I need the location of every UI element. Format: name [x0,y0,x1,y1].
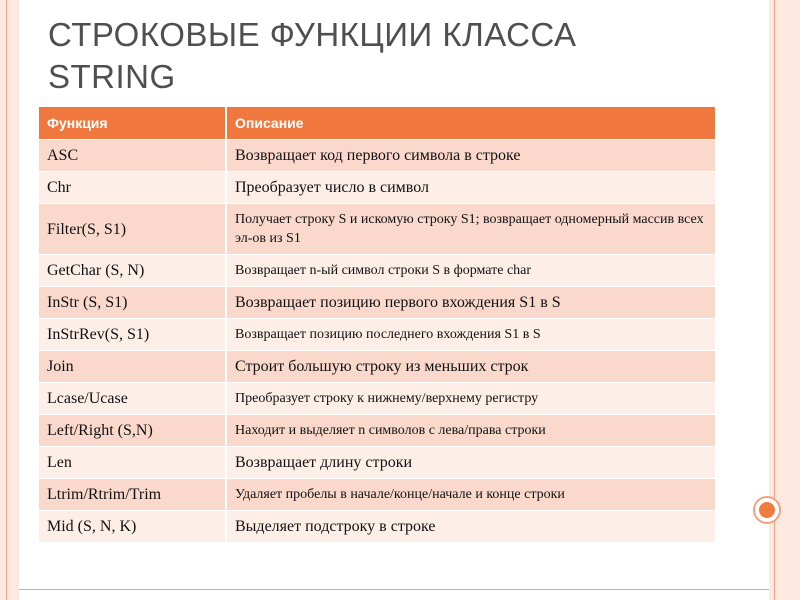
table-row [39,479,715,510]
function-description-cell: Возвращает позицию первого вхождения S1 в S [227,287,715,318]
function-description-cell: Находит и выделяет n символов с лева/права строки [227,415,715,446]
table-row [39,511,715,542]
string-functions-table [39,106,715,543]
table-row [39,351,715,382]
table-row [39,415,715,446]
header-description: Описание [227,107,715,139]
table-row [39,383,715,414]
function-name-cell: Lcase/Ucase [39,383,227,414]
function-name-cell: Filter(S, S1) [39,204,227,254]
function-description-cell: Возвращает код первого символа в строке [227,140,715,171]
slide-title [48,14,748,98]
function-name-cell: Join [39,351,227,382]
function-description-cell: Удаляет пробелы в начале/конце/начале и конце строки [227,479,715,510]
function-name-cell: Left/Right (S,N) [39,415,227,446]
function-description-cell: Строит большую строку из меньших строк [227,351,715,382]
table-row [39,287,715,318]
function-name-cell: Len [39,447,227,478]
header-function: Функция [39,107,227,139]
function-description-cell: Преобразует строку к нижнему/верхнему регистру [227,383,715,414]
left-decorative-rail [0,0,19,600]
function-name-cell: ASC [39,140,227,171]
function-name-cell: Chr [39,172,227,203]
slide-title-line-1: СТРОКОВЫЕ ФУНКЦИИ КЛАССА [48,16,577,53]
function-description-cell: Выделяет подстроку в строке [227,511,715,542]
table-row [39,255,715,286]
function-name-cell: GetChar (S, N) [39,255,227,286]
function-description-cell: Возвращает n-ый символ строки S в формате char [227,255,715,286]
table-row [39,319,715,350]
function-description-cell: Возвращает позицию последнего вхождения S1 в S [227,319,715,350]
function-description-cell: Возвращает длину строки [227,447,715,478]
decorative-circle [753,496,781,524]
function-name-cell: InStr (S, S1) [39,287,227,318]
left-rail-line [6,0,7,600]
function-description-cell: Получает строку S и искомую строку S1; возвращает одномерный массив всех эл-ов из S1 [227,204,715,254]
function-name-cell: Ltrim/Rtrim/Trim [39,479,227,510]
function-description-cell: Преобразует число в символ [227,172,715,203]
function-name-cell: Mid (S, N, K) [39,511,227,542]
table-row [39,140,715,171]
slide-title-line-2: STRING [48,58,176,95]
table-header-row [39,107,715,139]
function-name-cell: InStrRev(S, S1) [39,319,227,350]
table-row [39,172,715,203]
table-row [39,204,715,254]
bottom-decorative-line [19,589,769,590]
table-row [39,447,715,478]
